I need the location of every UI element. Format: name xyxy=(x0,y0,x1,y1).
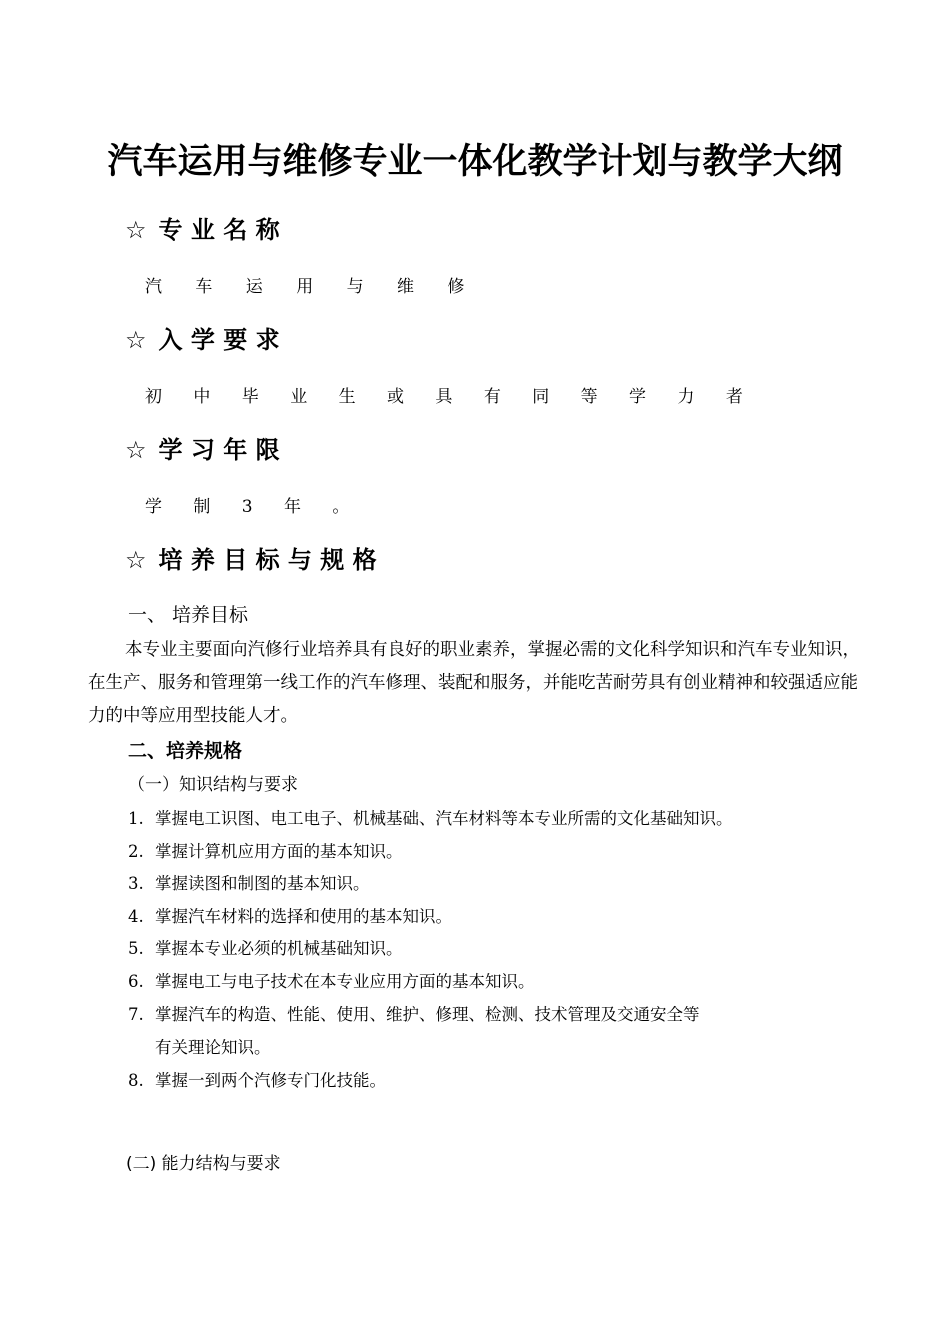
list-item-text: 掌握汽车材料的选择和使用的基本知识。 xyxy=(155,907,452,926)
section-heading-goals xyxy=(125,544,377,576)
document-title: 汽车运用与维修专业一体化教学计划与教学大纲 xyxy=(107,142,843,182)
goal-paragraph: 本专业主要面向汽修行业培养具有良好的职业素养，掌握必需的文化科学知识和汽车专业知识，在生产、服务和管理第一线工作的汽车修理、装配和服务，并能吃苦耐劳具有创业精神和较强适应能力的中等应用型技能人才。 xyxy=(88,640,860,726)
major-name-value: 汽 车 运 用 与 维 修 xyxy=(145,277,479,297)
section-heading-admission xyxy=(125,324,280,356)
spec-heading: 二、培养规格 xyxy=(128,740,243,762)
star-icon: ☆ xyxy=(125,546,147,574)
list-item-continuation: 有关理论知识。 xyxy=(155,1038,271,1057)
list-item xyxy=(128,872,370,896)
list-item-text: 掌握电工识图、电工电子、机械基础、汽车材料等本专业所需的文化基础知识。 xyxy=(155,809,733,828)
list-item-number: 3. xyxy=(128,874,144,893)
section-heading-text: 入 学 要 求 xyxy=(158,326,280,354)
list-item-number: 7. xyxy=(128,1005,144,1024)
list-item-text: 掌握一到两个汽修专门化技能。 xyxy=(155,1071,386,1090)
list-item-text: 掌握汽车的构造、性能、使用、维护、修理、检测、技术管理及交通安全等 xyxy=(155,1005,700,1024)
list-item-number: 5. xyxy=(128,939,144,958)
section-heading-text: 专 业 名 称 xyxy=(158,216,280,244)
list-item-number: 8. xyxy=(128,1071,144,1090)
duration-value: 学 制 3 年 。 xyxy=(145,497,363,517)
goal-heading: 一、 培养目标 xyxy=(128,604,249,626)
star-icon: ☆ xyxy=(125,326,147,354)
list-item-number: 2. xyxy=(128,842,144,861)
admission-value: 初 中 毕 业 生 或 具 有 同 等 学 力 者 xyxy=(145,387,756,407)
list-item-text: 掌握本专业必须的机械基础知识。 xyxy=(155,939,403,958)
list-item-number: 1. xyxy=(128,809,144,828)
star-icon: ☆ xyxy=(125,216,147,244)
list-item-text: 掌握计算机应用方面的基本知识。 xyxy=(155,842,403,861)
list-item-text: 掌握读图和制图的基本知识。 xyxy=(155,874,370,893)
list-item-number: 4. xyxy=(128,907,144,926)
section-heading-text: 培 养 目 标 与 规 格 xyxy=(158,546,377,574)
section-heading-major-name xyxy=(125,214,280,246)
list-item xyxy=(128,807,733,831)
list-item xyxy=(128,937,403,961)
ability-heading: (二) 能力结构与要求 xyxy=(126,1154,281,1174)
list-item-text: 掌握电工与电子技术在本专业应用方面的基本知识。 xyxy=(155,972,535,991)
section-heading-text: 学 习 年 限 xyxy=(158,436,280,464)
section-heading-duration xyxy=(125,434,280,466)
list-item xyxy=(128,1003,700,1027)
list-item xyxy=(128,970,535,994)
list-item xyxy=(128,1069,386,1093)
star-icon: ☆ xyxy=(125,436,147,464)
knowledge-heading: （一）知识结构与要求 xyxy=(128,775,298,795)
list-item-number: 6. xyxy=(128,972,144,991)
list-item xyxy=(128,905,452,929)
list-item xyxy=(128,840,403,864)
